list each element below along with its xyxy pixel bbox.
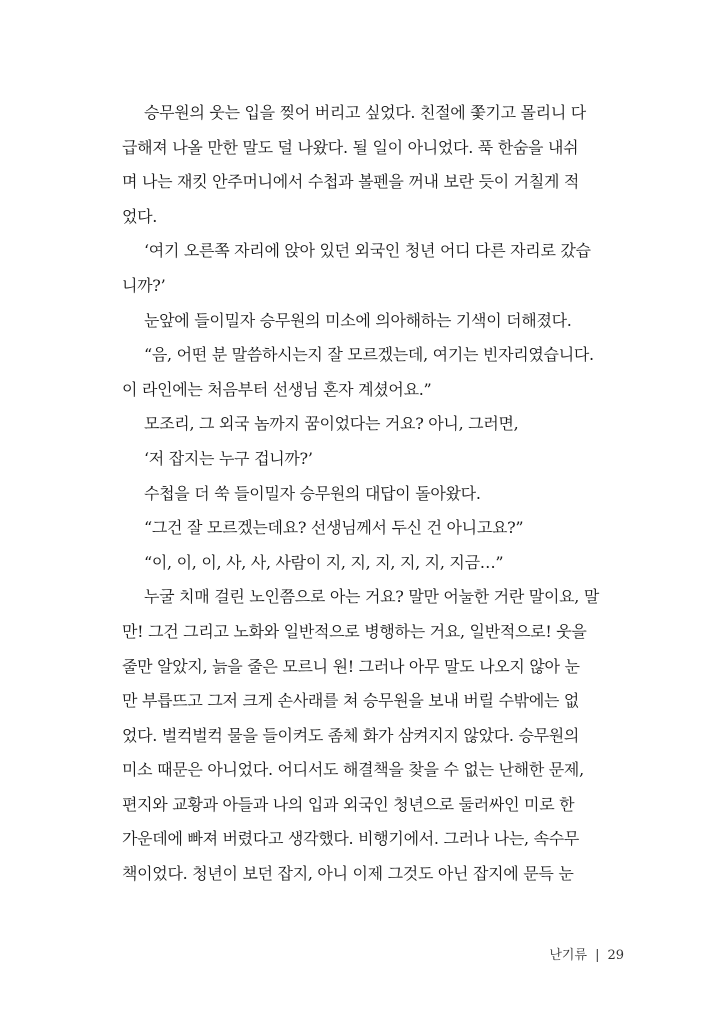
text-line: 줄만 알았지, 늙을 줄은 모르니 원! 그러나 아무 말도 나오지 않아 눈 (122, 656, 580, 676)
text-line: 만 부릅뜨고 그저 크게 손사래를 쳐 승무원을 보내 버릴 수밖에는 없 (122, 691, 580, 711)
page-number: 29 (607, 948, 624, 963)
text-line: 이 라인에는 처음부터 선생님 혼자 계셨어요.” (122, 379, 432, 399)
text-line: 수첩을 더 쑥 들이밀자 승무원의 대답이 돌아왔다. (144, 483, 481, 503)
text-line: 모조리, 그 외국 놈까지 꿈이었다는 거요? 아니, 그러면, (144, 414, 519, 434)
text-line: 승무원의 웃는 입을 찢어 버리고 싶었다. 친절에 쫓기고 몰리니 다 (144, 103, 586, 122)
text-line: 가운데에 빠져 버렸다고 생각했다. 비행기에서. 그러나 나는, 속수무 (122, 829, 580, 849)
text-line: 누굴 치매 걸린 노인쯤으로 아는 거요? 말만 어눌한 거란 말이요, 말 (144, 587, 599, 607)
text-line: “음, 어떤 분 말씀하시는지 잘 모르겠는데, 여기는 빈자리였습니다. (144, 345, 594, 365)
text-line: 미소 때문은 아니었다. 어디서도 해결책을 찾을 수 없는 난해한 문제, (122, 760, 584, 780)
text-line: 눈앞에 들이밀자 승무원의 미소에 의아해하는 기색이 더해졌다. (144, 310, 572, 330)
footer-separator: | (595, 948, 600, 963)
text-line: 니까?’ (122, 275, 166, 295)
running-title: 난기류 (549, 948, 588, 963)
text-line: “그건 잘 모르겠는데요? 선생님께서 두신 건 아니고요?” (144, 518, 524, 538)
text-line: ‘저 잡지는 누구 겁니까?’ (144, 448, 313, 468)
text-line: 었다. 벌컥벌컥 물을 들이켜도 좀체 화가 삼켜지지 않았다. 승무원의 (122, 725, 580, 745)
text-line: 편지와 교황과 아들과 나의 입과 외국인 청년으로 둘러싸인 미로 한 (122, 794, 575, 814)
text-line: 며 나는 재킷 안주머니에서 수첩과 볼펜을 꺼내 보란 듯이 거칠게 적 (122, 172, 580, 192)
body-text (122, 96, 622, 892)
text-line: 급해져 나올 만한 말도 덜 나왔다. 될 일이 아니었다. 푹 한숨을 내쉬 (122, 137, 579, 157)
page-footer (549, 947, 624, 965)
text-line: “이, 이, 이, 사, 사, 사람이 지, 지, 지, 지, 지, 지금…” (144, 552, 504, 572)
text-line: ‘여기 오른쪽 자리에 앉아 있던 외국인 청년 어디 다른 자리로 갔습 (144, 241, 591, 261)
text-line: 었다. (122, 206, 158, 226)
text-line: 만! 그건 그리고 노화와 일반적으로 병행하는 거요, 일반적으로! 웃을 (122, 621, 587, 641)
text-line: 책이었다. 청년이 보던 잡지, 아니 이제 그것도 아닌 잡지에 문득 눈 (122, 864, 574, 884)
